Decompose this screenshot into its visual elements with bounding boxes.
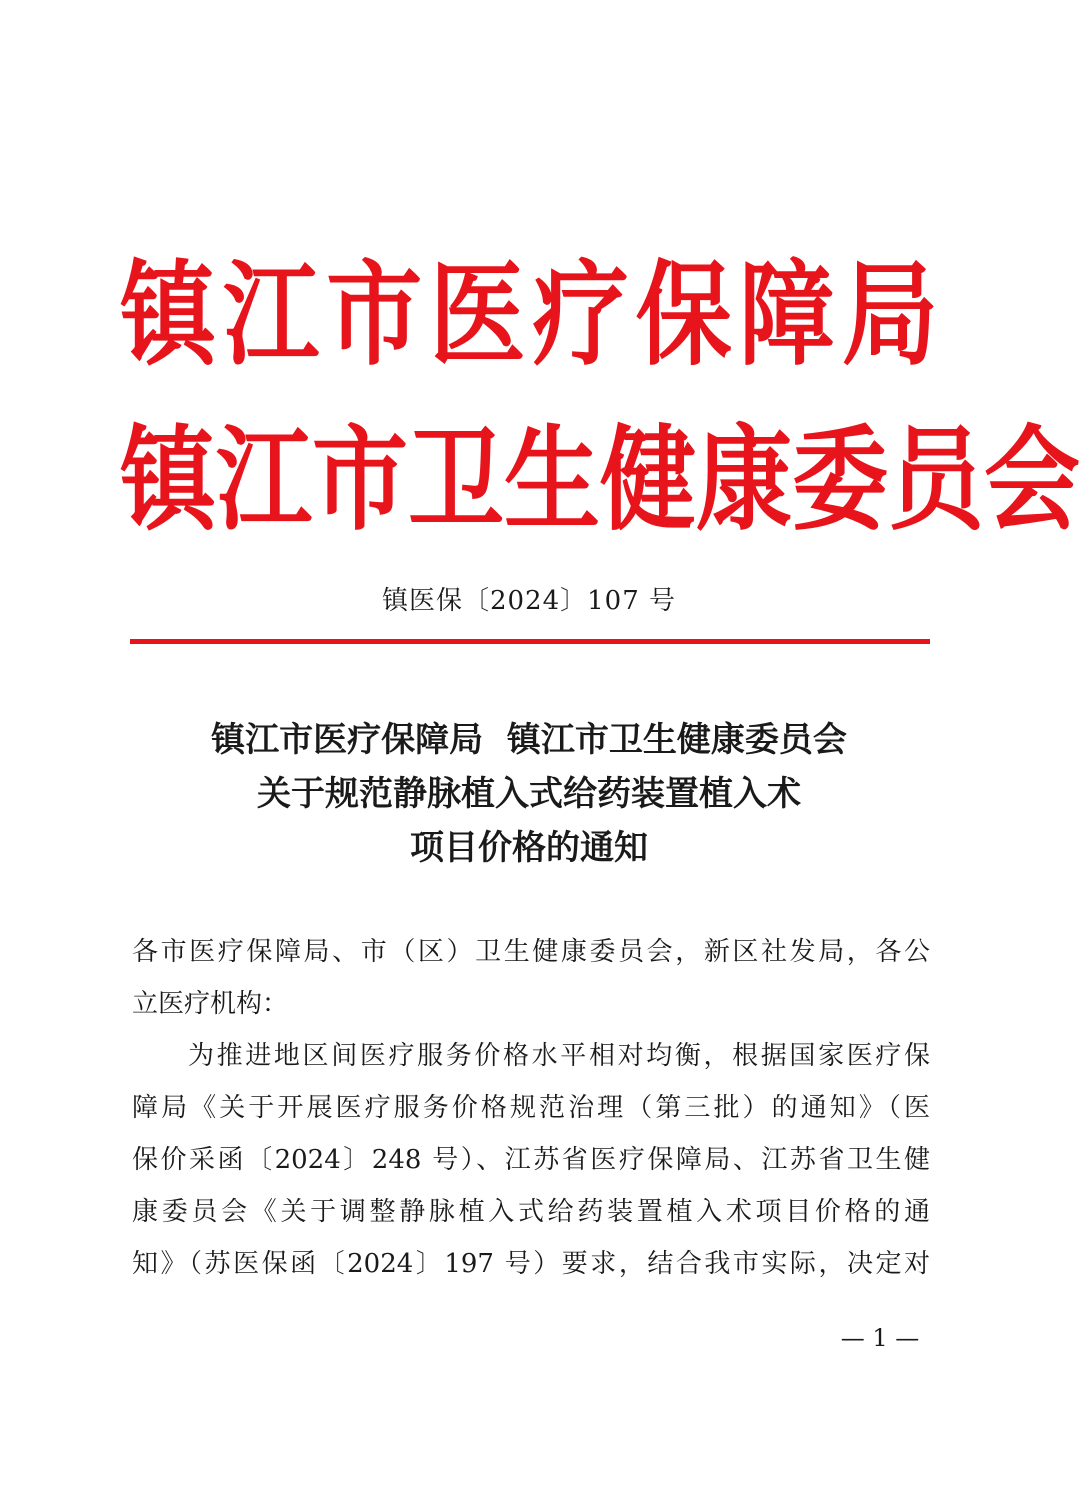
addressee-line-2: 立医疗机构：: [132, 989, 289, 1019]
header-char: 卫: [408, 413, 504, 547]
paragraph-line-3: 保价采函〔2024〕248 号）、江苏省医疗保障局、江苏省卫生健: [132, 1145, 930, 1175]
red-divider: [130, 639, 930, 644]
document-number: 镇医保〔2024〕107 号: [381, 586, 677, 616]
header-char: 员: [888, 413, 984, 547]
paragraph-line-2: 障局《关于开展医疗服务价格规范治理（第三批）的通知》（医: [132, 1093, 930, 1123]
header-char: 市: [326, 248, 423, 382]
header-char: 会: [984, 413, 1080, 547]
header-char: 局: [841, 248, 938, 382]
header-char: 康: [696, 413, 792, 547]
header-char: 保: [635, 248, 732, 382]
header-char: 生: [504, 413, 600, 547]
title-line-1: 镇江市医疗保障局 镇江市卫生健康委员会: [211, 720, 847, 760]
title-line-2: 关于规范静脉植入式给药装置植入术: [257, 774, 801, 814]
paragraph-line-5: 知》（苏医保函〔2024〕197 号）要求，结合我市实际，决定对: [132, 1249, 930, 1279]
header-char: 江: [223, 248, 320, 382]
page-number: — 1 —: [840, 1324, 920, 1352]
header-char: 委: [792, 413, 888, 547]
header-char: 健: [600, 413, 696, 547]
header-char: 疗: [532, 248, 629, 382]
header-char: 障: [738, 248, 835, 382]
header-char: 市: [312, 413, 408, 547]
paragraph-line-4: 康委员会《关于调整静脉植入式给药装置植入术项目价格的通: [132, 1197, 930, 1227]
issuer-header-health-commission: [120, 413, 1080, 547]
header-char: 镇: [120, 248, 216, 382]
header-char: 医: [429, 248, 526, 382]
title-line-3: 项目价格的通知: [410, 828, 648, 868]
header-char: 镇: [120, 413, 216, 547]
addressee-line-1: 各市医疗保障局、市（区）卫生健康委员会，新区社发局，各公: [132, 937, 930, 967]
paragraph-line-1: 为推进地区间医疗服务价格水平相对均衡，根据国家医疗保: [188, 1041, 930, 1071]
header-char: 江: [216, 413, 312, 547]
issuer-header-medical-security: [120, 250, 938, 380]
